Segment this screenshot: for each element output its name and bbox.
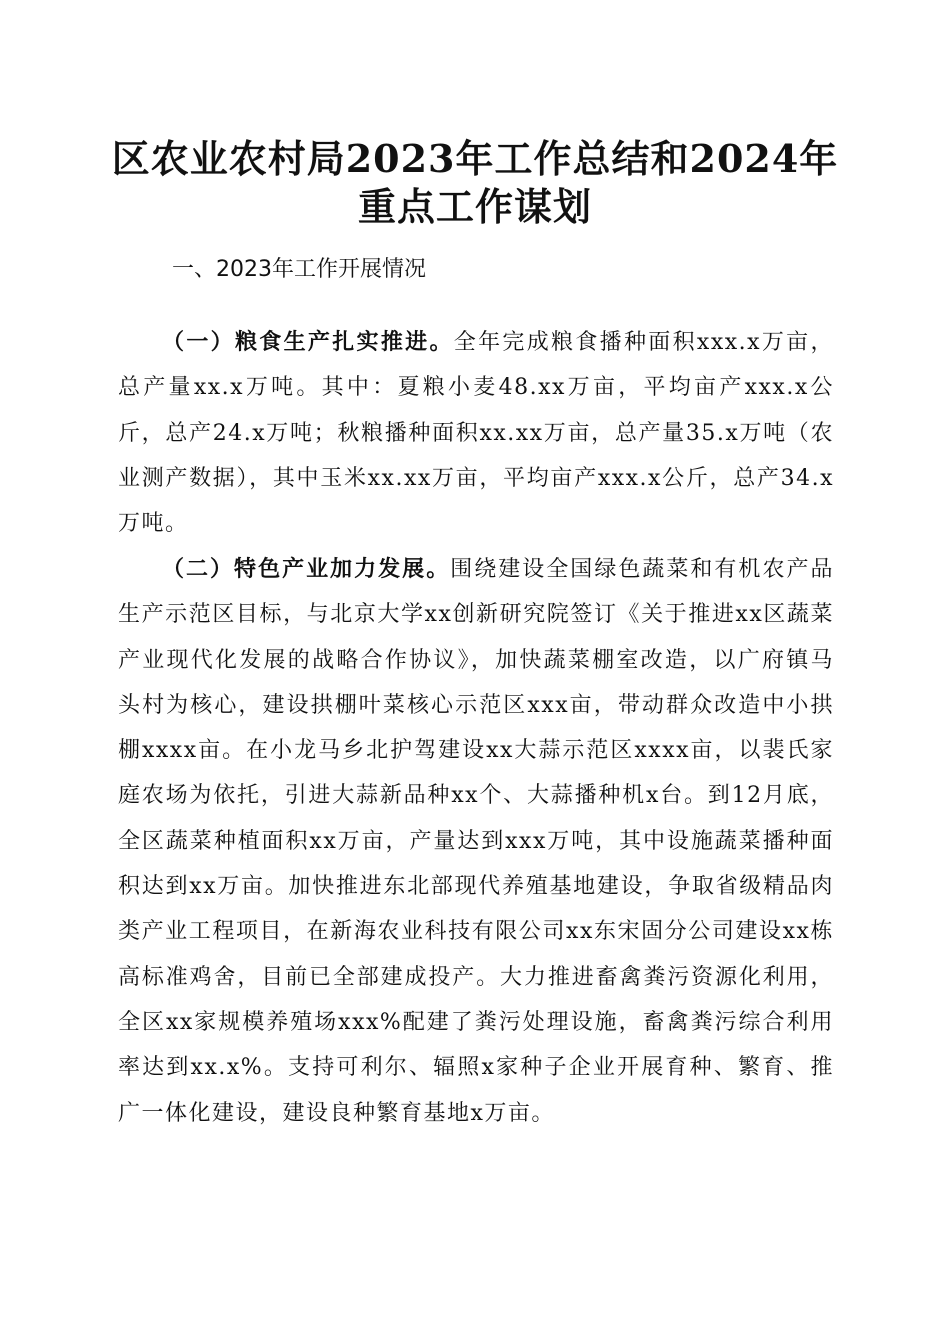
section-heading: 一、2023年工作开展情况 bbox=[172, 257, 426, 282]
paragraph-grain-production bbox=[118, 320, 834, 546]
document-title: 区农业农村局2023年工作总结和2024年重点工作谋划 bbox=[111, 136, 839, 229]
paragraph-lead: （二）特色产业加力发展。 bbox=[162, 556, 451, 582]
paragraph-lead: （一）粮食生产扎实推进。 bbox=[162, 329, 454, 355]
paragraph-text: 全年完成粮食播种面积xxx.x万亩，总产量xx.x万吨。其中：夏粮小麦48.xx万亩，平均亩产xxx.x公斤，总产24.x万吨；秋粮播种面积xx.xx万亩，总产量35.x万吨（农业测产数据），其中玉米xx.xx万亩，平均亩产xxx.x公斤，总产34.x万吨。 bbox=[118, 330, 834, 537]
paragraph-specialty-industry bbox=[118, 547, 834, 1136]
paragraph-text: 围绕建设全国绿色蔬菜和有机农产品生产示范区目标，与北京大学xx创新研究院签订《关于推进xx区蔬菜产业现代化发展的战略合作协议》，加快蔬菜棚室改造，以广府镇马头村为核心，建设拱棚叶菜核心示范区xxx亩，带动群众改造中小拱棚xxxx亩。在小龙马乡北护驾建设xx大蒜示范区xxxx亩，以裴氏家庭农场为依托，引进大蒜新品种xx个、大蒜播种机x台。到12月底，全区蔬菜种植面积xx万亩，产量达到xxx万吨，其中设施蔬菜播种面积达到xx万亩。加快推进东北部现代养殖基地建设，争取省级精品肉类产业工程项目，在新海农业科技有限公司xx东宋固分公司建设xx栋高标准鸡舍，目前已全部建成投产。大力推进畜禽粪污资源化利用，全区xx家规模养殖场xxx%配建了粪污处理设施，畜禽粪污综合利用率达到xx.x%。支持可利尔、辐照x家种子企业开展育种、繁育、推广一体化建设，建设良种繁育基地x万亩。 bbox=[118, 557, 834, 1126]
